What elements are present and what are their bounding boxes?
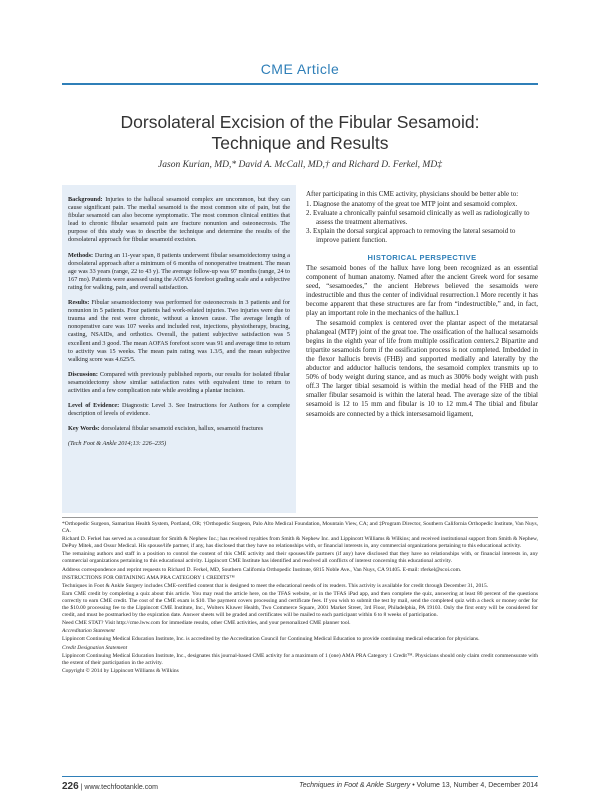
abstract-keywords: Key Words: dorsolateral fibular sesamoid excision, hallux, sesamoid fractures (68, 425, 264, 433)
footnote-disclosure: Richard D. Ferkel has served as a consultant for Smith & Nephew Inc.; has received royalties from Smith & Nephew Inc. and Lippincott Williams & Wilkins; and received institutional support from Smith & Nephew, DePuy Mitek, and Ossur Medical. His spouse/life partner, if any, has disclosed that they have no relationships with, or financial interests in, any commercial organizations pertaining to this educational activity. (62, 536, 538, 550)
abstract-box (62, 185, 296, 513)
author-list: Jason Kurian, MD,* David A. McCall, MD,† and Richard D. Ferkel, MD‡ (158, 160, 442, 170)
objective-item: 2. Evaluate a chronically painful sesamoid clinically as well as radiologically to assess the treatment alternatives. (306, 209, 530, 226)
footnote-rule (62, 517, 538, 518)
footnote-copyright: Copyright © 2014 by Lippincott Williams & Wilkins (62, 667, 179, 674)
body-paragraph: The sesamoid bones of the hallux have long been recognized as an essential component of human anatomy. Named after the ancient Greek word for sesame seed, “sesamoedes,” the ancient Hebrews believed the sesamoids were indestructible and thus the center of individual resurrection.1 More recently it has become apparent that these structures are far from “indestructible,” and, in fact, play an important role in the mechanics of the hallux.1 (306, 264, 538, 318)
website: | www.techfootankle.com (80, 784, 158, 791)
footnote-disclosure-others: The remaining authors and staff in a position to control the content of this CME activity and their spouses/life partners (if any) have disclosed that they have no relationships with, or financial interests in, any commercial organizations pertaining to this educational activity. Lippincott CME Institute has identified and resolved all conflicts of interest concerning this educational activity. (62, 551, 538, 565)
abstract-level: Level of Evidence: Diagnostic Level 3. See Instructions for Authors for a complete description of levels of evidence. (68, 402, 290, 418)
footnote-accreditation: Lippincott Continuing Medical Education Institute, Inc. is accredited by the Accreditation Council for Continuing Medical Education to provide continuing medical education for physicians. (62, 636, 480, 643)
footnote-instructions: Techniques in Foot & Ankle Surgery includes CME-certified content that is designed to meet the educational needs of its readers. This activity is available for credit through December 31, 2015. (62, 582, 489, 589)
abstract-discussion: Discussion: Compared with previously published reports, our results for isolated fibular sesamoidectomy show similar satisfaction rates with equivalent time to return to activities and a few complication rate while avoiding a plantar incision. (68, 370, 290, 394)
abstract-methods: Methods: During an 11-year span, 8 patients underwent fibular sesamoidectomy using a dorsolateral approach after a minimum of 6 months of nonoperative treatment. The mean age was 33 years (range, 22 to 43 y). The average follow-up was 97 months (range, 24 to 167 mo). Patients were assessed using the AOFAS forefoot grading scale and a subjective rating for walking, pain, and overall satisfaction. (68, 251, 291, 291)
footnote-instructions-heading: INSTRUCTIONS FOR OBTAINING AMA PRA CATEGORY 1 CREDITS™ (62, 574, 235, 581)
objective-item: 3. Explain the dorsal surgical approach to removing the lateral sesamoid to improve patient function. (306, 227, 516, 244)
section-label: CME Article (260, 61, 340, 77)
title-line-2: Technique and Results (211, 133, 389, 153)
objectives-intro: After participating in this CME activity, physicians should be better able to: (306, 190, 519, 198)
title-line-1: Dorsolateral Excision of the Fibular Sesamoid: (120, 112, 480, 132)
abstract-background: Background: Injuries to the hallucal sesamoid complex are uncommon, but they can cause significant pain. The medial sesamoid is the most common site of pain, but the fibular sesamoid can also become symptomatic. The most common clinical entities that lead to chronic fibular sesamoid pain are fracture nonunion and osteonecrosis. The purpose of this study was to describe the technique and determine the results of the dorsolateral approach for fibular sesamoid excision. (68, 196, 291, 244)
citation: (Tech Foot & Ankle 2014;13: 226–235) (68, 440, 167, 448)
footnote-affiliations: *Orthopedic Surgeon, Samaritan Health System, Portland, OR; †Orthopedic Surgeon, Palo Alto Medical Foundation, Mountain View, CA; and ‡Program Director, Southern California Orthopedic Institute, Van Nuys, CA. (62, 521, 538, 535)
abstract-results: Results: Fibular sesamoidectomy was performed for osteonecrosis in 3 patients and for nonunion in 5 patients. Four patients had work-related injuries. Two injuries were due to trauma and the rest were chronic, without a known cause. The average length of nonoperative care was 107 weeks and included rest, injections, physiotherapy, bracing, casting, NSAIDs, and orthotics. Overall, the patient subjective satisfaction was 5 excellent and 3 good. The mean AOFAS forefoot score was 91 and average time to return to activity was 15 weeks. The mean pain rating was 1.3/5, and the mean subjective walking score was 4.625/5. (68, 299, 290, 363)
footnote-credit: Lippincott Continuing Medical Education Institute, Inc., designates this journal-based CME activity for a maximum of 1 (one) AMA PRA Category 1 Credit™. Physicians should only claim credit commensurate with the extent of their participation in the activity. (62, 652, 538, 666)
footer-right (299, 782, 538, 789)
header-rule (62, 83, 538, 85)
right-column (306, 190, 538, 419)
footer-left (62, 781, 158, 792)
issue-info: • Volume 13, Number 4, December 2014 (412, 782, 538, 789)
objectives-list (306, 200, 538, 245)
objective-item: 1. Diagnose the anatomy of the great toe MTP joint and sesamoid complex. (306, 200, 518, 208)
footnotes (62, 521, 538, 676)
footnote-credit-heading: Credit Designation Statement (62, 644, 128, 651)
page-number: 226 (62, 781, 79, 792)
footnote-cme-stat: Need CME STAT? Visit http://cme.lww.com for immediate results, other CME activities, and your personalized CME planner tool. (62, 620, 351, 627)
article-title (40, 112, 560, 154)
footer-rule (62, 776, 538, 777)
footnote-correspondence: Address correspondence and reprint requests to Richard D. Ferkel, MD, Southern California Orthopedic Institute, 6815 Noble Ave., Van Nuys, CA 91405. E-mail: rferkel@scoi.com. (62, 566, 462, 573)
section-heading: HISTORICAL PERSPECTIVE (367, 253, 477, 262)
journal-name: Techniques in Foot & Ankle Surgery (299, 782, 411, 789)
footnote-earn-credit: Earn CME credit by completing a quiz about this article. You may read the article here, on the TFAS website, or in the TFAS iPad app, and then complete the quiz, answering at least 80 percent of the questions correctly to earn CME credit. The cost of the CME exam is $10. The payment covers processing and certificate fees. If you wish to submit the test by mail, send the completed quiz with a check or money order for the $10.00 processing fee to the Lippincott CME Institute, Inc., Wolters Kluwer Health, Two Commerce Square, 2001 Market Street, 3rd Floor, Philadelphia, PA 19103. Only the first entry will be considered for credit, and must be postmarked by the expiration date. Answer sheets will be graded and certificates will be mailed to each participant within 6 to 8 weeks of participation. (62, 590, 538, 619)
body-paragraph: The sesamoid complex is centered over the plantar aspect of the metatarsal phalangeal (MTP) joint of the great toe. The ossification of the hallucal sesamoids begins in the eighth year of life from multiple ossification centers.2 Bipartite and tripartite sesamoids form if the ossification process is not completed. Imbedded in the flexor hallucis brevis (FHB) and supported medially and laterally by the abductor and adductor hallucis tendons, the sesamoid complex transmits up to 50% of body weight during stance, and as much as 300% body weight with push off.3 The larger tibial sesamoid is within the medial head of the FHB and the smaller fibular sesamoid is within the lateral head. The average size of the tibial sesamoid is 12 to 15 mm and fibular is 10 to 12 mm.4 The tibial and fibular sesamoids are connected by a thick intersesamoid ligament, (306, 318, 538, 418)
footnote-accreditation-heading: Accreditation Statement (62, 628, 115, 635)
